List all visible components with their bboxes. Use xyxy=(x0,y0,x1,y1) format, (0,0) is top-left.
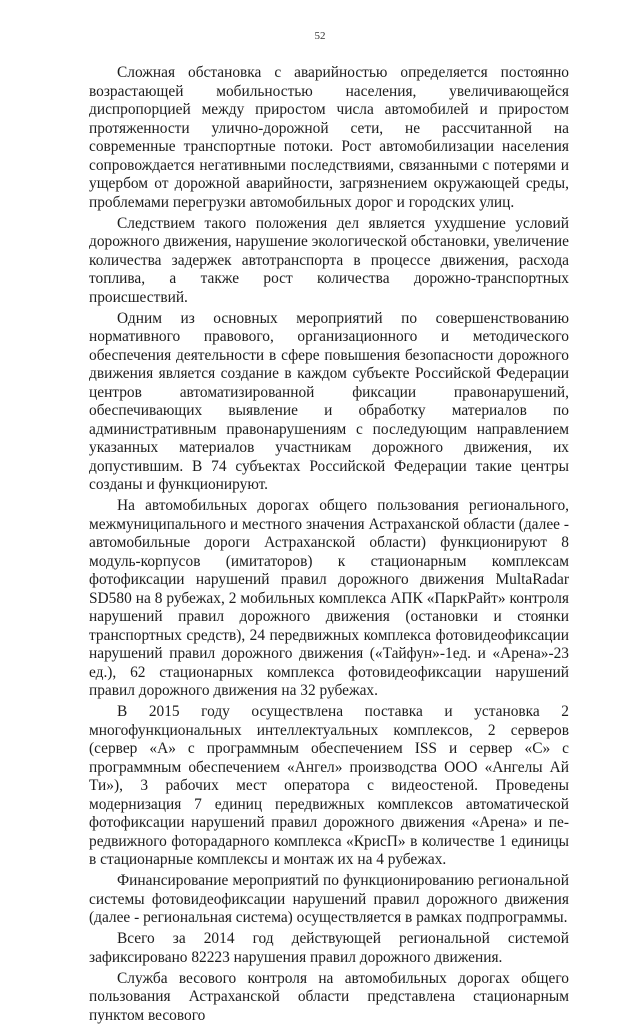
paragraph-accident-situation: Сложная обстановка с аварийностью определяется постоянно возрастающей мобильностью населения, увеличивающейся диспропорцией между приростом числа автомобилей и приростом протяженности улично-дорожной сети, не рассчитанной на современные транспортные потоки. Рост автомобилизации населения сопровождается негативными последствиями, связанными с потерями и ущербом от дорожной аварийности, загрязнением окружающей среды, проблемами перегрузки автомобильных дорог и городских улиц. xyxy=(89,64,569,211)
paragraph-consequences: Следствием такого положения дел является ухудшение условий дорожного движения, нарушение экологической обстановки, увеличение количества задержек автотранспорта в процессе движения, расхода топлива, а также рост количества дорожно-транспортных происшествий. xyxy=(89,214,569,306)
paragraph-road-complexes: На автомобильных дорогах общего пользования регионального, межмуниципального и местного значения Астраханской области (далее - автомобильные дороги Астраханской области) функционируют 8 модуль-корпусов (имитаторов) к стационарным комплексам фотофиксации нарушений правил дорожного движения MultaRadar SD580 на 8 рубежах, 2 мобильных комплекса АПК «ПаркРайт» контроля нарушений правил дорожного движения (остановки и стоянки транспортных средств), 24 передвижных комплекса фотовидеофиксации нарушений правил дорожного движения («Тайфун»-1ед. и «Арена»-23 ед.), 62 стационарных комплекса фотовидеофиксации нарушений правил дорожного движения на 32 рубежах. xyxy=(89,497,569,699)
paragraph-financing: Финансирование мероприятий по функционированию региональной системы фотовидеофиксации нарушений правил дорожного движения (далее - региональная система) осуществляется в рамках подпрограммы. xyxy=(89,872,569,926)
page-number: 52 xyxy=(314,30,326,42)
paragraph-weight-control: Служба весового контроля на автомобильных дорогах общего пользования Астраханской области представлена стационарным пунктом весового xyxy=(89,969,569,1024)
document-body xyxy=(89,64,569,1028)
paragraph-automated-centers: Одним из основных мероприятий по совершенствованию нормативного правового, организационного и методического обеспечения деятельности в сфере повышения безопасности дорожного движения является создание в каждом субъекте Российской Федерации центров автоматизированной фиксации правонарушений, обеспечивающих выявление и обработку материалов по административным правонарушениям с последующим направлением указанных материалов участникам дорожного движения, их допустившим. В 74 субъектах Российской Федерации такие центры созданы и функционируют. xyxy=(89,309,569,493)
paragraph-violations-2014: Всего за 2014 год действующей региональной системой зафиксировано 82223 нарушения правил дорожного движения. xyxy=(89,930,569,966)
paragraph-2015-installation: В 2015 году осуществлена поставка и установка 2 многофункциональных интеллектуальных комплексов, 2 серверов (сервер «А» с программным обеспечением ISS и сервер «С» с программным обеспечением «Ангел» производства ООО «Ангелы Ай Ти»), 3 рабочих мест оператора с видеостеной. Проведены модернизация 7 единиц передвижных комплексов автоматической фотофиксации нарушений правил дорожного движения «Арена» и передвижного фоторадарного комплекса «КрисП» в количестве 1 единицы в стационарные комплексы и монтаж их на 4 рубежах. xyxy=(89,703,569,868)
